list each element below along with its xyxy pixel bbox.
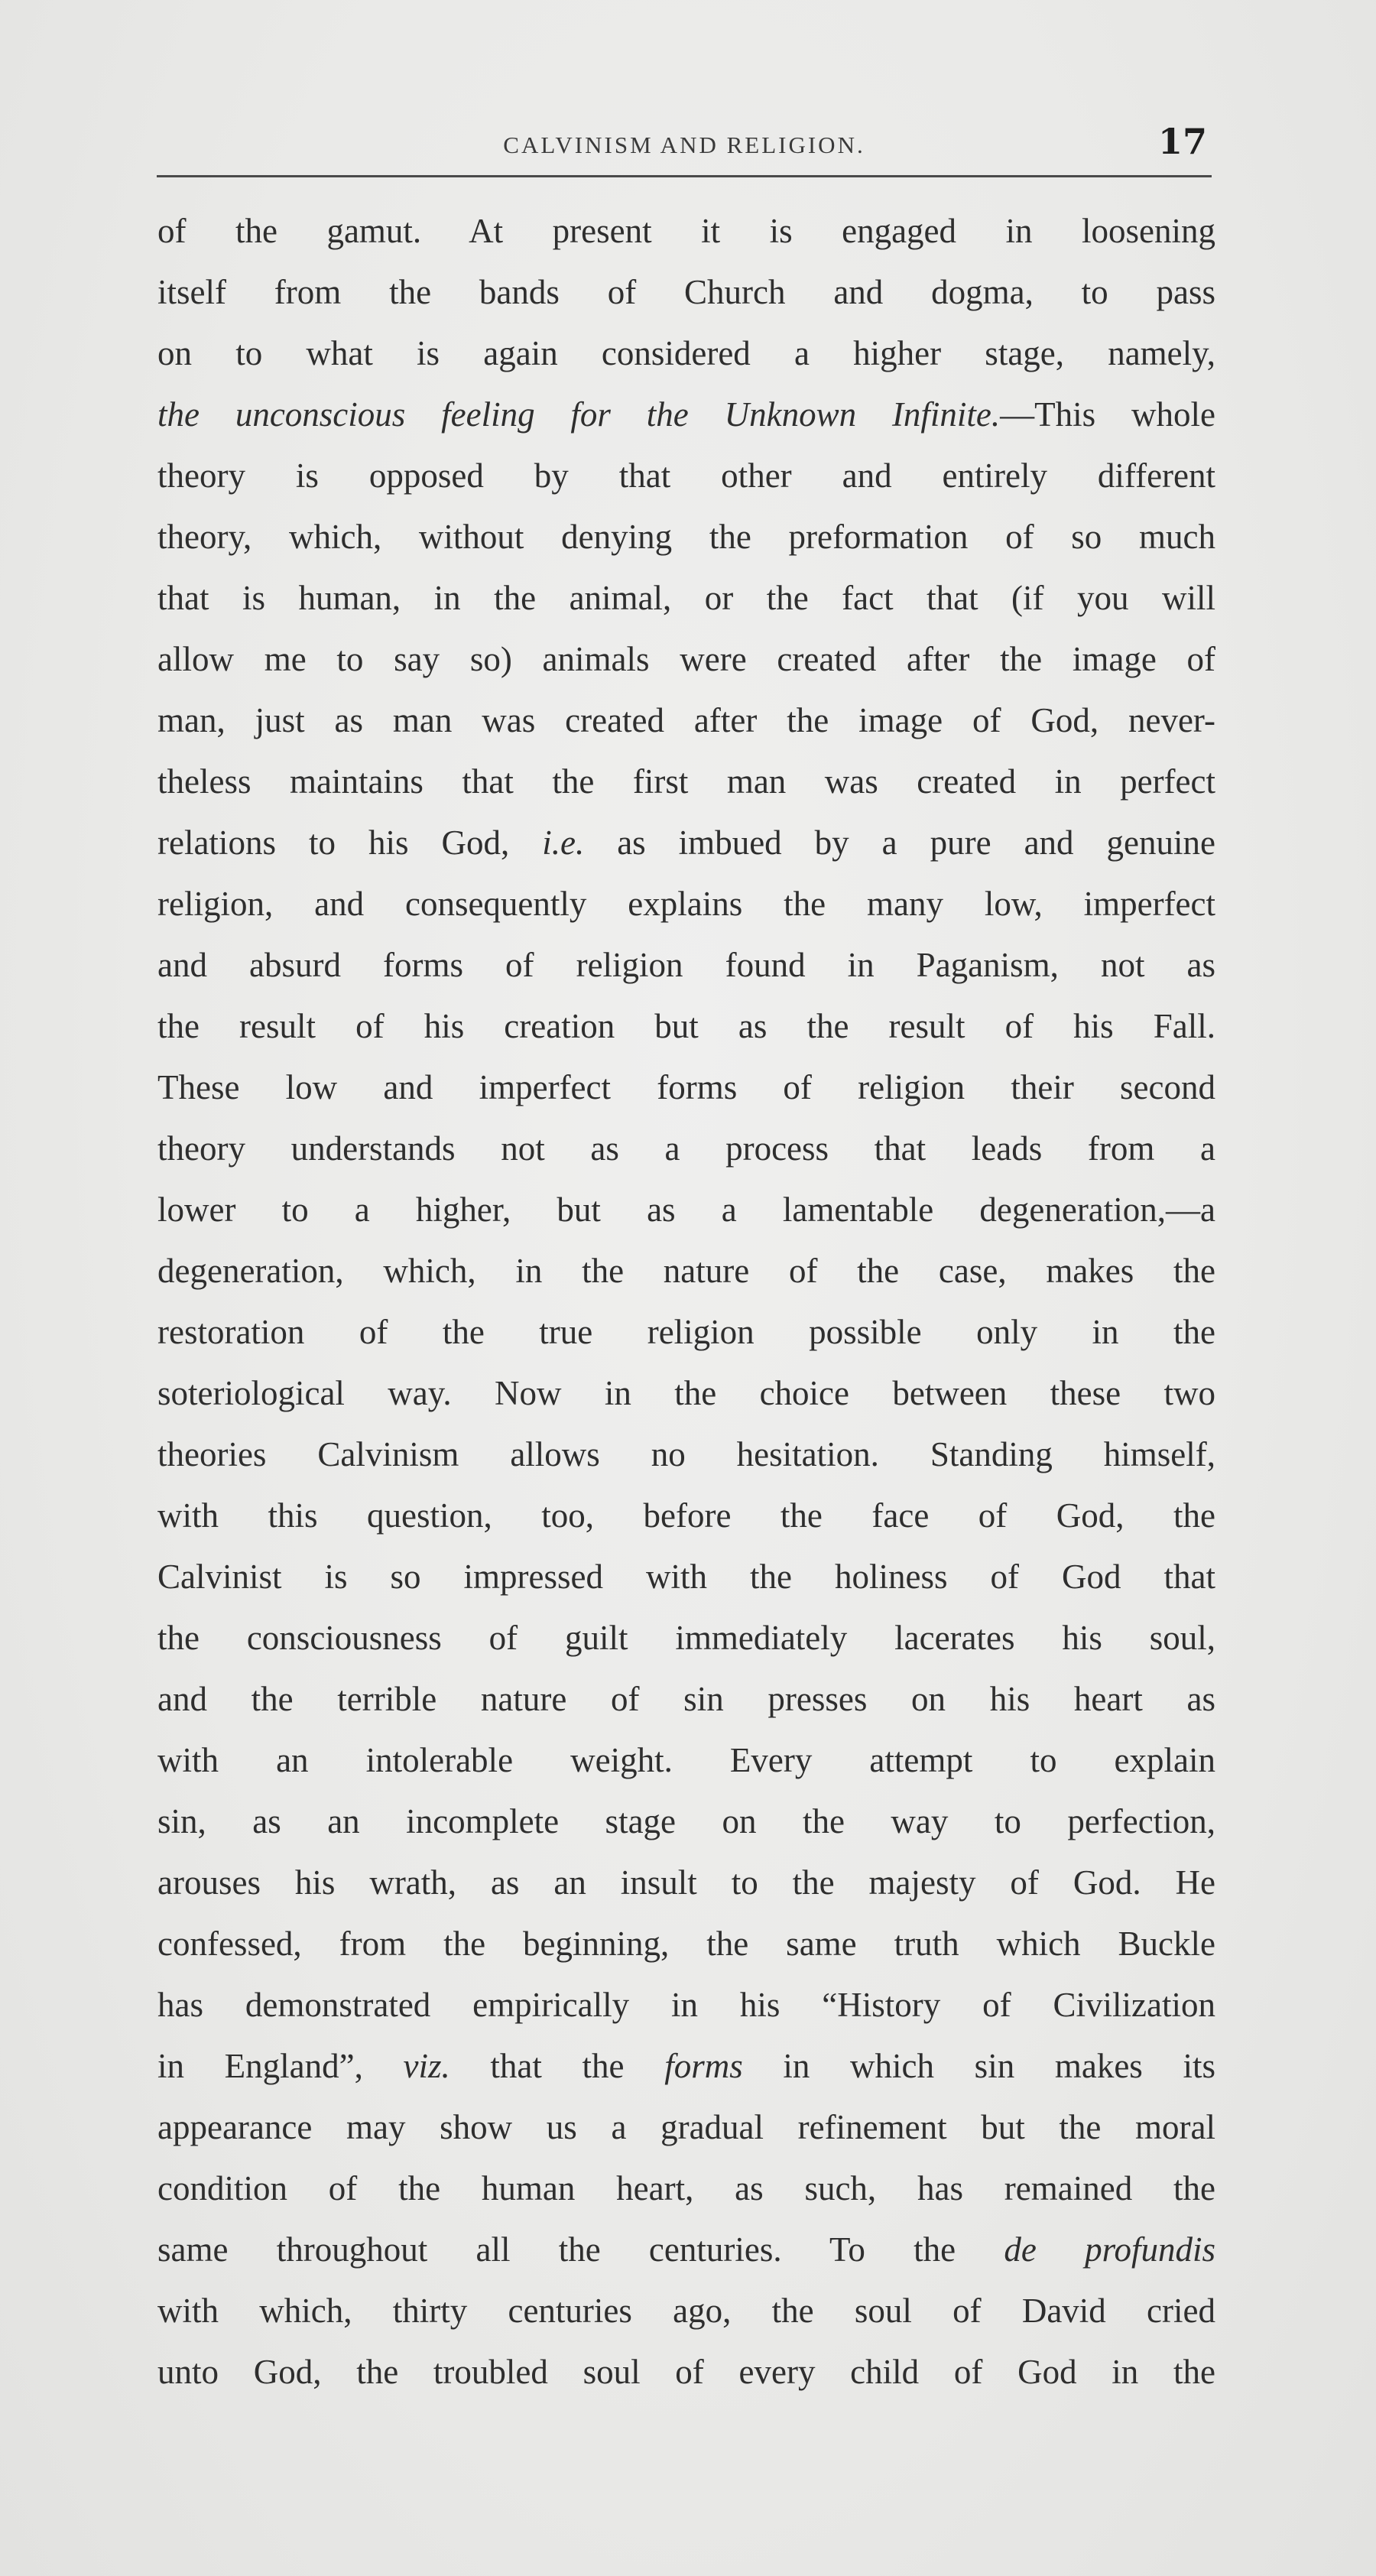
- text-segment: and absurd forms of religion found in Paganism, not as: [157, 946, 1215, 984]
- text-segment: condition of the human heart, as such, has remained the: [157, 2169, 1215, 2207]
- text-line: [157, 1668, 1215, 1730]
- text-line: [157, 934, 1215, 996]
- text-line: [157, 1607, 1215, 1668]
- text-line: [157, 567, 1215, 629]
- text-segment: with which, thirty centuries ago, the soul of David cried: [157, 2292, 1215, 2330]
- text-line: [157, 1485, 1215, 1546]
- text-segment: relations to his God,: [157, 823, 543, 862]
- text-segment: confessed, from the beginning, the same truth which Buckle: [157, 1925, 1215, 1963]
- header-rule: [157, 175, 1212, 177]
- text-segment: as imbued by a pure and genuine: [584, 823, 1215, 862]
- italic-text: forms: [664, 2047, 743, 2085]
- text-line: [157, 1424, 1215, 1485]
- text-segment: the result of his creation but as the result of his Fall.: [157, 1007, 1215, 1045]
- text-segment: Calvinist is so impressed with the holiness of God that: [157, 1558, 1215, 1596]
- body-text: [157, 200, 1215, 2402]
- text-segment: in England”,: [157, 2047, 404, 2085]
- italic-text: viz.: [403, 2047, 450, 2085]
- text-segment: in which sin makes its: [742, 2047, 1215, 2085]
- text-segment: arouses his wrath, as an insult to the majesty of God. He: [157, 1863, 1215, 1902]
- text-line: [157, 506, 1215, 567]
- text-line: [157, 812, 1215, 873]
- text-segment: that is human, in the animal, or the fact that (if you will: [157, 579, 1215, 617]
- text-segment: —This whole: [1000, 395, 1215, 434]
- text-segment: same throughout all the centuries. To the: [157, 2230, 1004, 2269]
- text-line: [157, 2158, 1215, 2219]
- text-segment: degeneration, which, in the nature of the case, makes the: [157, 1252, 1215, 1290]
- text-segment: on to what is again considered a higher stage, namely,: [157, 334, 1215, 372]
- text-segment: restoration of the true religion possible only in the: [157, 1313, 1215, 1351]
- text-line: [157, 2280, 1215, 2341]
- text-segment: man, just as man was created after the image of God, never-: [157, 701, 1215, 739]
- text-line: [157, 1118, 1215, 1179]
- text-segment: of the gamut. At present it is engaged in loosening: [157, 212, 1215, 250]
- text-segment: and the terrible nature of sin presses on his heart as: [157, 1680, 1215, 1718]
- text-segment: itself from the bands of Church and dogma, to pass: [157, 273, 1215, 311]
- text-line: [157, 200, 1215, 261]
- text-segment: theory, which, without denying the preformation of so much: [157, 518, 1215, 556]
- text-line: [157, 2219, 1215, 2280]
- text-line: [157, 1913, 1215, 1974]
- running-title: CALVINISM AND RELIGION.: [503, 132, 865, 158]
- text-line: [157, 1057, 1215, 1118]
- text-line: [157, 1179, 1215, 1240]
- text-segment: These low and imperfect forms of religion their second: [157, 1068, 1215, 1106]
- text-segment: with an intolerable weight. Every attempt to explain: [157, 1741, 1215, 1779]
- italic-text: de profundis: [1004, 2230, 1215, 2269]
- page-number: 17: [1157, 121, 1207, 162]
- text-segment: unto God, the troubled soul of every child of God in the: [157, 2353, 1215, 2391]
- text-segment: the consciousness of guilt immediately lacerates his soul,: [157, 1619, 1215, 1657]
- text-line: [157, 996, 1215, 1057]
- text-segment: theless maintains that the first man was created in perfect: [157, 762, 1215, 801]
- text-line: [157, 1974, 1215, 2035]
- text-line: [157, 261, 1215, 323]
- text-segment: lower to a higher, but as a lamentable degeneration,—a: [157, 1191, 1215, 1229]
- italic-text: i.e.: [542, 823, 585, 862]
- text-segment: with this question, too, before the face of God, the: [157, 1496, 1215, 1535]
- text-line: [157, 323, 1215, 384]
- text-line: [157, 1791, 1215, 1852]
- text-line: [157, 384, 1215, 445]
- text-line: [157, 2341, 1215, 2402]
- text-line: [157, 1301, 1215, 1363]
- text-line: [157, 1546, 1215, 1607]
- text-segment: theory is opposed by that other and entirely different: [157, 456, 1215, 495]
- text-line: [157, 2097, 1215, 2158]
- text-line: [157, 2035, 1215, 2097]
- text-segment: theory understands not as a process that leads from a: [157, 1129, 1215, 1168]
- running-head: [157, 115, 1212, 176]
- text-line: [157, 751, 1215, 812]
- text-line: [157, 690, 1215, 751]
- text-line: [157, 1363, 1215, 1424]
- text-line: [157, 1730, 1215, 1791]
- text-segment: appearance may show us a gradual refinement but the moral: [157, 2108, 1215, 2146]
- text-line: [157, 629, 1215, 690]
- italic-text: the unconscious feeling for the Unknown Infinite.: [157, 395, 1001, 434]
- text-segment: soteriological way. Now in the choice between these two: [157, 1374, 1215, 1412]
- text-segment: sin, as an incomplete stage on the way to perfection,: [157, 1802, 1215, 1840]
- text-segment: theories Calvinism allows no hesitation. Standing himself,: [157, 1435, 1215, 1473]
- text-line: [157, 873, 1215, 934]
- text-line: [157, 1240, 1215, 1301]
- text-segment: that the: [449, 2047, 665, 2085]
- text-line: [157, 445, 1215, 506]
- text-segment: allow me to say so) animals were created after the image of: [157, 640, 1215, 678]
- text-segment: has demonstrated empirically in his “History of Civilization: [157, 1986, 1215, 2024]
- text-segment: religion, and consequently explains the many low, imperfect: [157, 885, 1215, 923]
- text-line: [157, 1852, 1215, 1913]
